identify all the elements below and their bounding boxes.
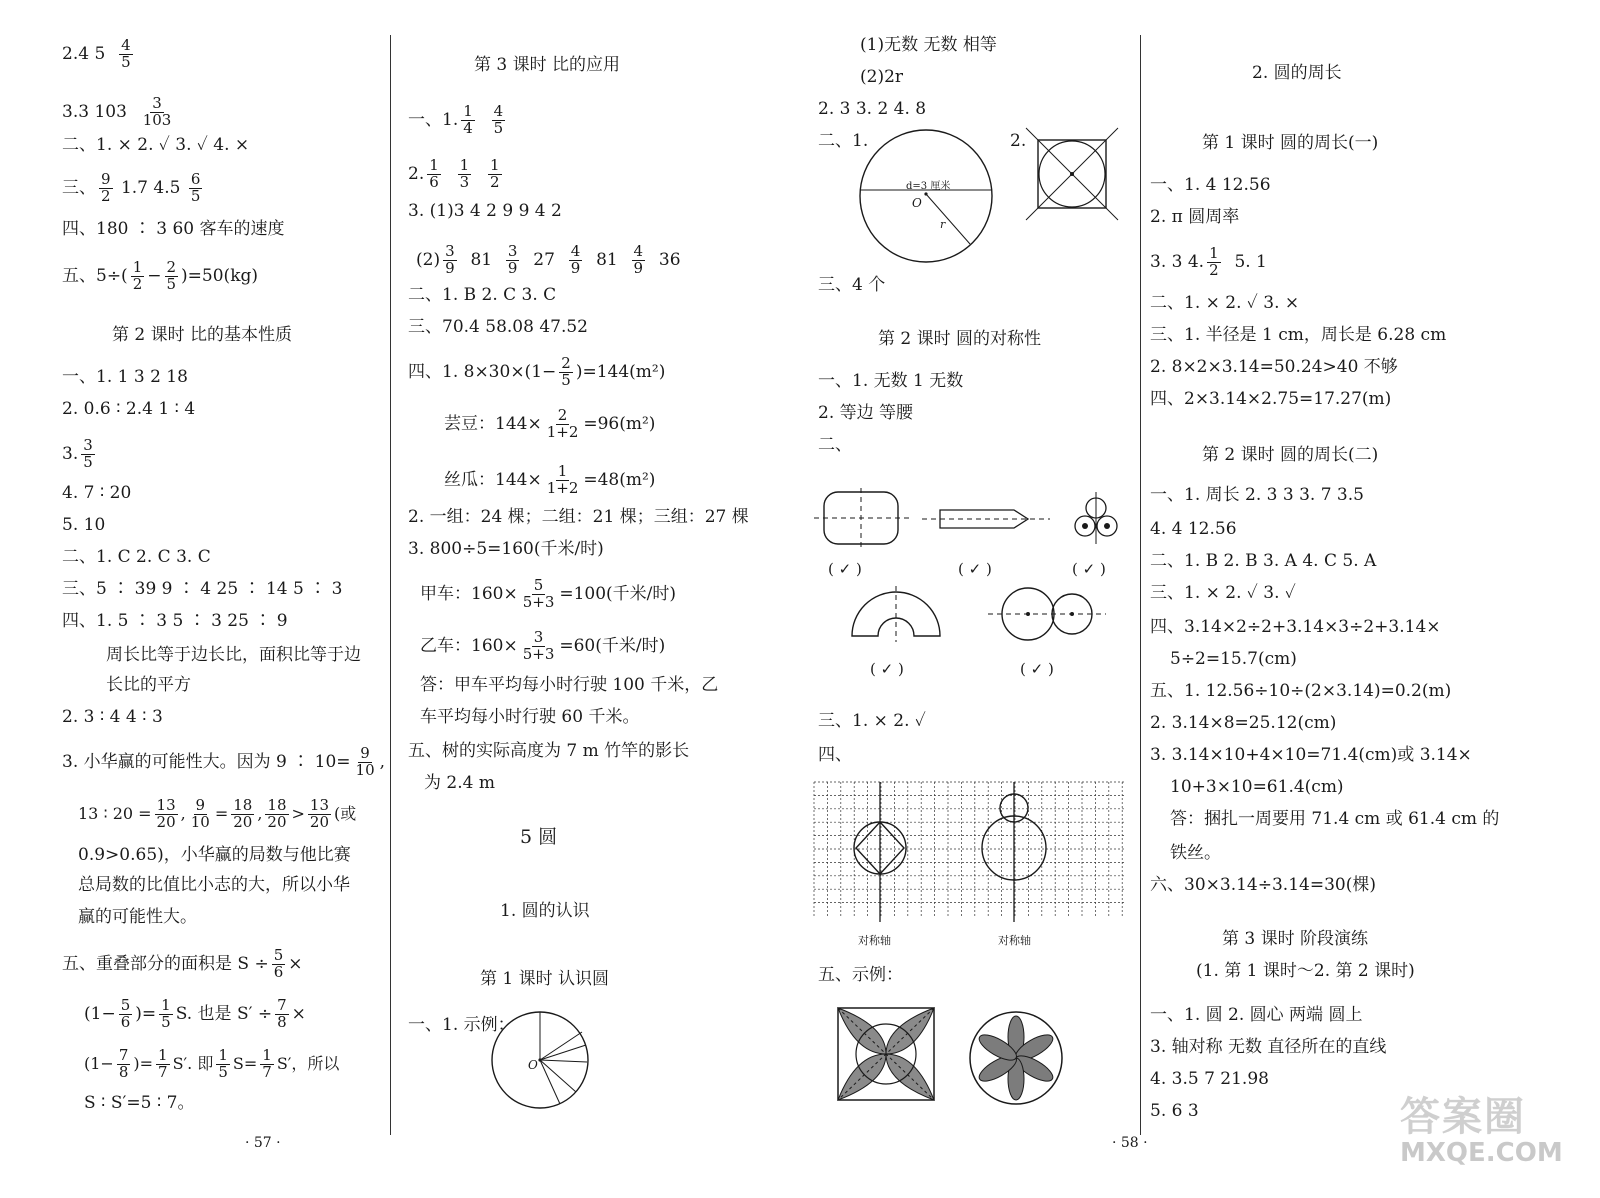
answer-line: 二、1. bbox=[818, 131, 869, 151]
center-label: O bbox=[912, 196, 922, 210]
answer-line: 一、1. 4 12.56 bbox=[1150, 175, 1271, 195]
watermark bbox=[1400, 1085, 1570, 1185]
answer-line: 二、1. B 2. B 3. A 4. C 5. A bbox=[1150, 551, 1377, 571]
center-label: O bbox=[528, 1058, 538, 1072]
answer-line: 四、1. 8×30×(1− $\frac{2}{5}$ )=144(m²) bbox=[408, 354, 666, 389]
flower-circle-pattern bbox=[966, 1008, 1066, 1108]
answer-line: (2)2r bbox=[860, 67, 904, 87]
answer-line: 2. 3.14×8=25.12(cm) bbox=[1150, 713, 1337, 733]
answer-line: 一、1. 圆 2. 圆心 两端 圆上 bbox=[1150, 1005, 1363, 1025]
answer-line: 二、1. C 2. C 3. C bbox=[62, 547, 211, 567]
answer-line: 周长比等于边长比，面积比等于边 bbox=[106, 645, 361, 665]
circle-diameter-figure bbox=[858, 128, 998, 268]
answer-line: 3. 小华赢的可能性大。因为 9 ∶ 10= $\frac{9}{10}$ , bbox=[62, 744, 386, 779]
page-number-left: · 57 · bbox=[245, 1135, 281, 1151]
answer-line: 5. 10 bbox=[62, 515, 106, 535]
check-answer: ( ✓ ) bbox=[828, 560, 862, 578]
answer-line: 4. 3.5 7 21.98 bbox=[1150, 1069, 1269, 1089]
answer-line: (1− $\frac{7}{8}$ )= $\frac{1}{7}$ S′. 即 $\frac{1}{5}$ S= $\frac{1}{7}$ S′，所以 bbox=[84, 1046, 340, 1081]
answer-line: 长比的平方 bbox=[106, 675, 191, 695]
answer-line: 5÷2=15.7(cm) bbox=[1170, 649, 1297, 669]
axis-label: 对称轴 bbox=[858, 934, 891, 947]
answer-line: 10+3×10=61.4(cm) bbox=[1170, 777, 1344, 797]
answer-line: 五、5÷( $\frac{1}{2}$ − $\frac{2}{5}$ )=50(kg) bbox=[62, 258, 259, 293]
axis-label: 对称轴 bbox=[998, 934, 1031, 947]
answer-line: 二、1. B 2. C 3. C bbox=[408, 285, 557, 305]
answer-line: 为 2.4 m bbox=[424, 773, 495, 793]
answer-line: 2. 3 ∶ 4 4 ∶ 3 bbox=[62, 707, 163, 727]
answer-line: 一、1. 无数 1 无数 bbox=[818, 371, 964, 391]
answer-line: 4. 7 ∶ 20 bbox=[62, 483, 132, 503]
radius-label: r bbox=[940, 218, 946, 231]
answer-line: 答：捆扎一周要用 71.4 cm 或 61.4 cm 的 bbox=[1170, 809, 1500, 829]
answer-line: S ∶ S′=5 ∶ 7。 bbox=[84, 1093, 195, 1113]
answer-line: 3.3 103 $\frac{3}{103}$ bbox=[62, 94, 172, 129]
answer-line: 2. $\frac{1}{6}$ $\frac{1}{3}$ $\frac{1}{2}$ bbox=[408, 156, 500, 191]
symmetry-grid-figure bbox=[814, 782, 1126, 922]
answer-line: (2) $\frac{3}{9}$ 81 $\frac{3}{9}$ 27 $\frac{4}{9}$ 81 $\frac{4}{9}$ 36 bbox=[416, 242, 681, 277]
lesson-heading: 第 2 课时 圆的周长(二) bbox=[1202, 445, 1379, 465]
answer-line: 2. 3 3. 2 4. 8 bbox=[818, 99, 927, 119]
section-heading: 1. 圆的认识 bbox=[500, 901, 590, 921]
answer-line: 2. 8×2×3.14=50.24>40 不够 bbox=[1150, 357, 1398, 377]
check-answer: ( ✓ ) bbox=[1020, 660, 1054, 678]
answer-line: 答：甲车平均每小时行驶 100 千米，乙 bbox=[420, 675, 719, 695]
two-circles-symmetry bbox=[988, 584, 1108, 648]
answer-line: 一、1. 周长 2. 3 3 3. 7 3.5 bbox=[1150, 485, 1364, 505]
column-divider-right bbox=[1140, 35, 1141, 1135]
answer-line: (1)无数 无数 相等 bbox=[860, 35, 997, 55]
answer-line: 三、5 ∶ 39 9 ∶ 4 25 ∶ 14 5 ∶ 3 bbox=[62, 579, 343, 599]
answer-line: 一、1. 1 3 2 18 bbox=[62, 367, 188, 387]
lesson-heading: 第 1 课时 圆的周长(一) bbox=[1202, 133, 1379, 153]
answer-line: 3. $\frac{3}{5}$ bbox=[62, 436, 93, 471]
lesson-heading: 第 3 课时 比的应用 bbox=[474, 55, 621, 75]
lesson-heading: 第 2 课时 比的基本性质 bbox=[112, 325, 293, 345]
answer-line: 四、 bbox=[818, 745, 852, 765]
answer-line: 3. 800÷5=160(千米/时) bbox=[408, 539, 604, 559]
page-number-right: · 58 · bbox=[1112, 1135, 1148, 1151]
petal-square-pattern bbox=[836, 1006, 940, 1106]
answer-line: 二、 bbox=[818, 435, 852, 455]
answer-line: 2. 0.6 ∶ 2.4 1 ∶ 4 bbox=[62, 399, 196, 419]
answer-line: 乙车：160× $\frac{3}{5+3}$ =60(千米/时) bbox=[420, 628, 666, 663]
diameter-label: d=3 厘米 bbox=[906, 181, 951, 192]
answer-line: 五、树的实际高度为 7 m 竹竿的影长 bbox=[408, 741, 690, 761]
answer-line: 五、重叠部分的面积是 S ÷ $\frac{5}{6}$ × bbox=[62, 946, 303, 981]
answer-line: 三、1. × 2. ✓ 3. ✓ bbox=[1150, 583, 1296, 603]
answer-line: 五、1. 12.56÷10÷(2×3.14)=0.2(m) bbox=[1150, 681, 1452, 701]
answer-line: 2. 一组：24 棵；二组：21 棵；三组：27 棵 bbox=[408, 507, 749, 527]
answer-line: 丝瓜：144× $\frac{1}{1+2}$ =48(m²) bbox=[444, 462, 656, 497]
answer-line: 二、1. × 2. ✓ 3. ✓ 4. × bbox=[62, 135, 250, 155]
answer-line: 一、1. 示例： bbox=[408, 1015, 515, 1035]
answer-line: (1− $\frac{5}{6}$ )= $\frac{1}{5}$ S. 也是 S′ ÷ $\frac{7}{8}$ × bbox=[84, 996, 306, 1031]
answer-line: 2.4 5 $\frac{4}{5}$ bbox=[62, 36, 131, 71]
answer-line: 芸豆：144× $\frac{2}{1+2}$ =96(m²) bbox=[444, 406, 656, 441]
answer-line: 2. 等边 等腰 bbox=[818, 403, 914, 423]
answer-line: 四、180 ∶ 3 60 客车的速度 bbox=[62, 219, 285, 239]
answer-line: 铁丝。 bbox=[1170, 843, 1221, 863]
answer-line: 四、2×3.14×2.75=17.27(m) bbox=[1150, 389, 1392, 409]
answer-line: 四、1. 5 ∶ 3 5 ∶ 3 25 ∶ 9 bbox=[62, 611, 288, 631]
section-heading: 2. 圆的周长 bbox=[1252, 63, 1342, 83]
check-answer: ( ✓ ) bbox=[870, 660, 904, 678]
answer-line: 3. 3.14×10+4×10=71.4(cm)或 3.14× bbox=[1150, 745, 1472, 765]
pencil-symmetry bbox=[922, 504, 1052, 534]
answer-line: 5. 6 3 bbox=[1150, 1101, 1199, 1121]
answer-line: 三、1. 半径是 1 cm，周长是 6.28 cm bbox=[1150, 325, 1447, 345]
answer-line: 13 ∶ 20 = $\frac{13}{20}$ , $\frac{9}{10}$ = $\frac{18}{20}$ , $\frac{18}{20}$ > $\frac{13}{20}$ (或 bbox=[78, 796, 357, 831]
answer-line: 三、4 个 bbox=[818, 275, 886, 295]
lesson-heading: 第 3 课时 阶段演练 bbox=[1222, 929, 1369, 949]
answer-line: 四、3.14×2÷2+3.14×3÷2+3.14× bbox=[1150, 617, 1441, 637]
answer-line: 三、 $\frac{9}{2}$ 1.7 4.5 $\frac{6}{5}$ bbox=[62, 170, 201, 205]
circle-radii-figure bbox=[490, 1010, 600, 1120]
answer-line: 三、1. × 2. ✓ bbox=[818, 711, 926, 731]
answer-line: 2. bbox=[1010, 131, 1027, 151]
check-answer: ( ✓ ) bbox=[958, 560, 992, 578]
three-circles-symmetry bbox=[1068, 490, 1124, 546]
lesson-subheading: (1. 第 1 课时～2. 第 2 课时) bbox=[1196, 961, 1415, 981]
square-circle-figure bbox=[1022, 124, 1122, 224]
answer-line: 3. 轴对称 无数 直径所在的直线 bbox=[1150, 1037, 1387, 1057]
answer-line: 2. π 圆周率 bbox=[1150, 207, 1240, 227]
watermark-logo: 答案圈 bbox=[1400, 1094, 1526, 1140]
answer-line: 总局数的比值比小志的大，所以小华 bbox=[78, 875, 350, 895]
chapter-heading: 5 圆 bbox=[520, 826, 558, 848]
check-answer: ( ✓ ) bbox=[1072, 560, 1106, 578]
answer-line: 二、1. × 2. ✓ 3. × bbox=[1150, 293, 1300, 313]
answer-line: 五、示例： bbox=[818, 965, 903, 985]
column-divider-left bbox=[390, 35, 391, 1135]
answer-line: 三、70.4 58.08 47.52 bbox=[408, 317, 588, 337]
lesson-heading: 第 1 课时 认识圆 bbox=[480, 969, 610, 989]
answer-line: 赢的可能性大。 bbox=[78, 907, 197, 927]
lesson-heading: 第 2 课时 圆的对称性 bbox=[878, 329, 1042, 349]
answer-line: 3. 3 4. $\frac{1}{2}$ 5. 1 bbox=[1150, 244, 1267, 279]
answer-line: 4. 4 12.56 bbox=[1150, 519, 1237, 539]
watermark-url: MXQE.COM bbox=[1400, 1138, 1563, 1168]
answer-line: 一、1. $\frac{1}{4}$ $\frac{4}{5}$ bbox=[408, 102, 504, 137]
answer-line: 车平均每小时行驶 60 千米。 bbox=[420, 707, 640, 727]
answer-line: 3. (1)3 4 2 9 9 4 2 bbox=[408, 201, 562, 221]
answer-line: 0.9>0.65)，小华赢的局数与他比赛 bbox=[78, 845, 351, 865]
rounded-rect-symmetry bbox=[814, 488, 914, 550]
arch-symmetry bbox=[846, 586, 946, 642]
answer-line: 六、30×3.14÷3.14=30(棵) bbox=[1150, 875, 1376, 895]
answer-line: 甲车：160× $\frac{5}{5+3}$ =100(千米/时) bbox=[420, 576, 677, 611]
